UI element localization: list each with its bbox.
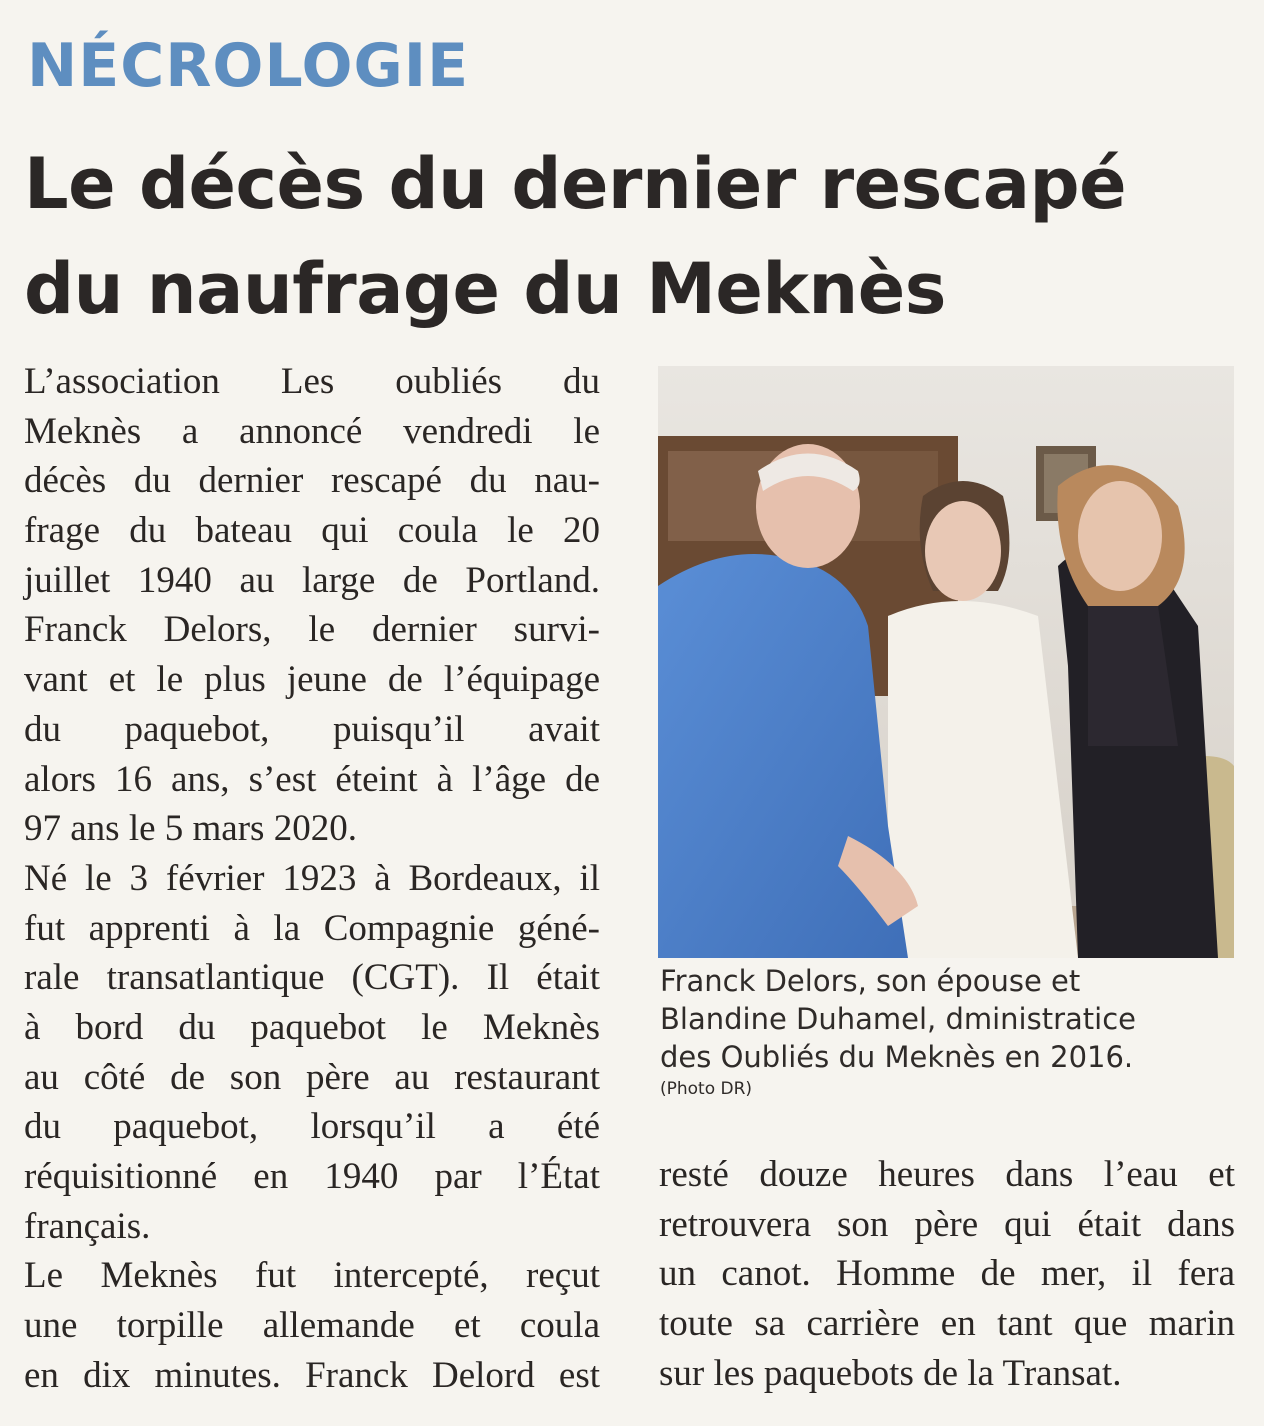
body-line: à bord du paquebot le Meknès (24, 1006, 600, 1048)
body-line: au côté de son père au restaurant (24, 1056, 600, 1098)
body-line: décès du dernier rescapé du nau- (24, 460, 600, 502)
body-line: Meknès a annoncé vendredi le (24, 410, 600, 452)
body-line: frage du bateau qui coula le 20 (24, 510, 600, 552)
body-line: en dix minutes. Franck Delord est (24, 1354, 600, 1396)
headline-line-2: du naufrage du Meknès (24, 248, 946, 330)
caption-line: Blandine Duhamel, dministratice (660, 1002, 1136, 1036)
body-line: vant et le plus jeune de l’équipage (24, 659, 600, 701)
body-line: toute sa carrière en tant que marin (659, 1303, 1235, 1345)
body-line: Le Meknès fut intercepté, reçut (24, 1255, 600, 1297)
photo-illustration (658, 366, 1234, 958)
body-line: français. (24, 1205, 151, 1247)
rubric: NÉCROLOGIE (27, 31, 470, 101)
article-photo (658, 366, 1234, 958)
headline-line-1: Le décès du dernier rescapé (24, 143, 1127, 225)
body-line: Né le 3 février 1923 à Bordeaux, il (24, 857, 600, 899)
body-line: retrouvera son père qui était dans (659, 1203, 1235, 1245)
body-line: une torpille allemande et coula (24, 1305, 600, 1347)
body-right-column (659, 1150, 1235, 1398)
body-line: L’association Les oubliés du (24, 361, 600, 402)
body-line: rale transatlantique (CGT). Il était (24, 957, 600, 999)
body-line: sur les paquebots de la Transat. (659, 1352, 1122, 1394)
photo-credit: (Photo DR) (660, 1079, 753, 1099)
caption-line: des Oubliés du Meknès en 2016. (660, 1040, 1134, 1074)
body-line: du paquebot, puisqu’il avait (24, 708, 600, 750)
body-line: Franck Delors, le dernier survi- (24, 609, 600, 651)
body-line: alors 16 ans, s’est éteint à l’âge de (24, 758, 600, 800)
headline (24, 132, 1244, 342)
body-line: réquisitionné en 1940 par l’État (24, 1156, 600, 1197)
body-line: du paquebot, lorsqu’il a été (24, 1106, 600, 1148)
photo-caption (660, 962, 1240, 1100)
body-line: un canot. Homme de mer, il fera (659, 1253, 1235, 1295)
body-line: resté douze heures dans l’eau et (659, 1154, 1235, 1195)
body-line: 97 ans le 5 mars 2020. (24, 808, 357, 850)
body-line: fut apprenti à la Compagnie géné- (24, 907, 600, 949)
caption-line: Franck Delors, son épouse et (660, 964, 1081, 998)
body-left-column (24, 357, 600, 1400)
body-line: juillet 1940 au large de Portland. (24, 559, 600, 601)
